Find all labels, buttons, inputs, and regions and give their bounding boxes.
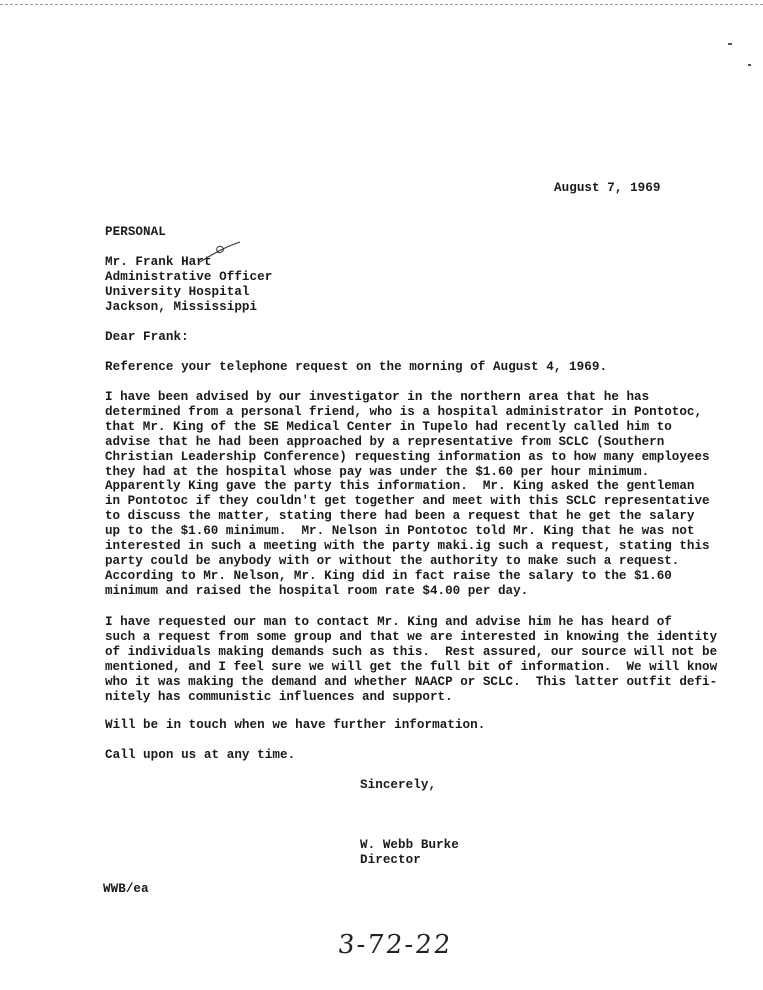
paragraph-line: up to the $1.60 minimum. Mr. Nelson in Pontotoc told Mr. King that he was not [105,524,695,539]
paragraph-line: Christian Leadership Conference) requesting information as to how many employees [105,449,710,464]
body-paragraph-2 [105,615,717,704]
handwritten-check-mark [196,238,246,268]
paragraph-line: party could be anybody with or without the authority to make such a request. [105,553,680,568]
scan-speck [748,64,751,66]
signer-title: Director [360,853,421,867]
handwritten-file-number: 3-72-22 [336,930,454,960]
closing-line-1: Will be in touch when we have further information. [105,718,486,732]
paragraph-line: they had at the hospital whose pay was under the $1.60 per hour minimum. [105,464,650,479]
salutation: Dear Frank: [105,330,189,344]
paragraph-line: According to Mr. Nelson, Mr. King did in fact raise the salary to the $1.60 [105,568,672,583]
paragraph-line: I have requested our man to contact Mr. King and advise him he has heard of [105,615,672,629]
paragraph-line: minimum and raised the hospital room rate $4.00 per day. [105,583,529,598]
paragraph-line: who it was making the demand and whether NAACP or SCLC. This latter outfit defi- [105,674,718,689]
paragraph-line: such a request from some group and that we are interested in knowing the identity [105,629,718,644]
recipient-name: Mr. Frank Hart [105,255,212,269]
paragraph-line: Apparently King gave the party this information. Mr. King asked the gentleman [105,479,695,494]
top-scan-edge [0,4,763,5]
recipient-city: Jackson, Mississippi [105,300,258,314]
paragraph-line: of individuals making demands such as this. Rest assured, our source will not be [105,644,718,659]
closing-line-2: Call upon us at any time. [105,748,296,762]
paragraph-line: nitely has communistic influences and support. [105,689,453,704]
body-paragraph-1 [105,390,710,599]
signer-name: W. Webb Burke [360,838,459,852]
classification-label: PERSONAL [105,225,166,239]
reference-line: Reference your telephone request on the morning of August 4, 1969. [105,360,608,374]
paragraph-line: interested in such a meeting with the party maki.ig such a request, stating this [105,539,710,554]
recipient-organization: University Hospital [105,285,250,299]
paragraph-line: that Mr. King of the SE Medical Center in Tupelo had recently called him to [105,419,672,434]
paragraph-line: advise that he had been approached by a representative from SCLC (Southern [105,434,665,449]
paragraph-line: in Pontotoc if they couldn't get together and meet with this SCLC representative [105,494,710,509]
letter-date: August 7, 1969 [554,181,661,195]
typist-initials: WWB/ea [103,882,149,896]
recipient-title: Administrative Officer [105,270,273,284]
paragraph-line: mentioned, and I feel sure we will get the full bit of information. We will know [105,659,718,674]
paragraph-line: determined from a personal friend, who is a hospital administrator in Pontotoc, [105,404,703,419]
paragraph-line: to discuss the matter, stating there had been a request that he get the salary [105,509,695,524]
valediction: Sincerely, [360,778,437,792]
paragraph-line: I have been advised by our investigator in the northern area that he has [105,390,650,404]
scan-speck [728,43,732,45]
